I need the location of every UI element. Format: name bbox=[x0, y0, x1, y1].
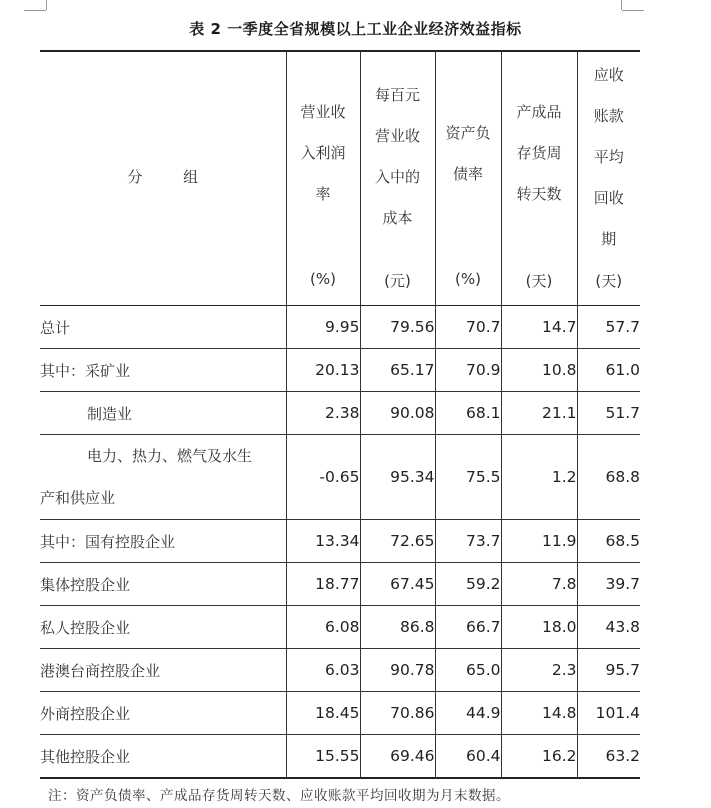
header-unit: (天) bbox=[525, 272, 553, 290]
row-name: 总计 bbox=[40, 306, 286, 349]
cell-profit-margin: 18.45 bbox=[286, 692, 360, 735]
table-row bbox=[40, 735, 640, 779]
header-label: 应收 账款 平均 回收 期 bbox=[593, 66, 624, 248]
table-title: 表 2 一季度全省规模以上工业企业经济效益指标 bbox=[189, 20, 522, 38]
cell-receivable-period: 43.8 bbox=[577, 606, 640, 649]
cell-receivable-period: 57.7 bbox=[577, 306, 640, 349]
crop-mark-left-h bbox=[24, 10, 46, 11]
table-row bbox=[40, 692, 640, 735]
header-unit: (%) bbox=[310, 270, 336, 288]
row-name: 其中：国有控股企业 bbox=[40, 520, 286, 563]
cell-cost: 69.46 bbox=[360, 735, 435, 779]
cell-inventory-days: 18.0 bbox=[501, 606, 577, 649]
cell-debt-ratio: 44.9 bbox=[435, 692, 501, 735]
cell-profit-margin: 2.38 bbox=[286, 392, 360, 435]
cell-inventory-days: 16.2 bbox=[501, 735, 577, 779]
table-row bbox=[40, 563, 640, 606]
cell-debt-ratio: 59.2 bbox=[435, 563, 501, 606]
cell-inventory-days: 21.1 bbox=[501, 392, 577, 435]
cell-debt-ratio: 73.7 bbox=[435, 520, 501, 563]
cell-receivable-period: 68.8 bbox=[577, 435, 640, 520]
row-name-line2: 产和供应业 bbox=[40, 489, 116, 507]
table-row bbox=[40, 606, 640, 649]
cell-receivable-period: 63.2 bbox=[577, 735, 640, 779]
cell-cost: 86.8 bbox=[360, 606, 435, 649]
cell-debt-ratio: 70.9 bbox=[435, 349, 501, 392]
cell-profit-margin: 18.77 bbox=[286, 563, 360, 606]
row-name: 港澳台商控股企业 bbox=[40, 649, 286, 692]
cell-debt-ratio: 68.1 bbox=[435, 392, 501, 435]
cell-inventory-days: 10.8 bbox=[501, 349, 577, 392]
table-row bbox=[40, 520, 640, 563]
row-name bbox=[40, 392, 286, 435]
header-receivable-period bbox=[577, 51, 640, 306]
table-row bbox=[40, 306, 640, 349]
cell-profit-margin: 9.95 bbox=[286, 306, 360, 349]
header-label: 产成品 存货周 转天数 bbox=[516, 103, 562, 203]
cell-inventory-days: 14.7 bbox=[501, 306, 577, 349]
crop-mark-right-h bbox=[622, 10, 644, 11]
row-name-line1: 电力、热力、燃气及水生 bbox=[87, 447, 253, 465]
row-name: 其他控股企业 bbox=[40, 735, 286, 779]
cell-profit-margin: 6.03 bbox=[286, 649, 360, 692]
cell-debt-ratio: 66.7 bbox=[435, 606, 501, 649]
cell-inventory-days: 2.3 bbox=[501, 649, 577, 692]
header-label: 资产负 债率 bbox=[445, 124, 491, 183]
row-name: 集体控股企业 bbox=[40, 563, 286, 606]
cell-cost: 90.78 bbox=[360, 649, 435, 692]
header-unit: (%) bbox=[455, 270, 481, 288]
header-label: 每百元 营业收 入中的 成本 bbox=[374, 86, 420, 227]
cell-cost: 90.08 bbox=[360, 392, 435, 435]
cell-receivable-period: 68.5 bbox=[577, 520, 640, 563]
crop-mark-right bbox=[621, 0, 622, 10]
table-row bbox=[40, 435, 640, 520]
cell-inventory-days: 11.9 bbox=[501, 520, 577, 563]
header-inventory-days bbox=[501, 51, 577, 306]
cell-inventory-days: 7.8 bbox=[501, 563, 577, 606]
header-unit: (天) bbox=[595, 272, 623, 290]
row-name: 外商控股企业 bbox=[40, 692, 286, 735]
cell-debt-ratio: 60.4 bbox=[435, 735, 501, 779]
table-row bbox=[40, 649, 640, 692]
row-name-text: 制造业 bbox=[87, 404, 133, 423]
cell-debt-ratio: 75.5 bbox=[435, 435, 501, 520]
table-row bbox=[40, 349, 640, 392]
cell-receivable-period: 51.7 bbox=[577, 392, 640, 435]
row-name bbox=[40, 435, 286, 520]
cell-cost: 70.86 bbox=[360, 692, 435, 735]
header-group-label: 分 组 bbox=[127, 168, 217, 186]
header-row bbox=[40, 51, 640, 306]
cell-receivable-period: 95.7 bbox=[577, 649, 640, 692]
header-profit-margin bbox=[286, 51, 360, 306]
header-unit: (元) bbox=[384, 272, 411, 290]
header-group bbox=[40, 51, 286, 306]
row-name: 私人控股企业 bbox=[40, 606, 286, 649]
cell-profit-margin: 6.08 bbox=[286, 606, 360, 649]
row-name: 其中：采矿业 bbox=[40, 349, 286, 392]
cell-receivable-period: 61.0 bbox=[577, 349, 640, 392]
cell-receivable-period: 39.7 bbox=[577, 563, 640, 606]
cell-cost: 79.56 bbox=[360, 306, 435, 349]
cell-debt-ratio: 70.7 bbox=[435, 306, 501, 349]
cell-inventory-days: 1.2 bbox=[501, 435, 577, 520]
cell-profit-margin: 13.34 bbox=[286, 520, 360, 563]
cell-profit-margin: -0.65 bbox=[286, 435, 360, 520]
cell-receivable-period: 101.4 bbox=[577, 692, 640, 735]
table-footnote: 注：资产负债率、产成品存货周转天数、应收账款平均回收期为月末数据。 bbox=[48, 788, 510, 804]
cell-cost: 67.45 bbox=[360, 563, 435, 606]
cell-inventory-days: 14.8 bbox=[501, 692, 577, 735]
header-label: 营业收 入利润 率 bbox=[300, 103, 346, 203]
cell-debt-ratio: 65.0 bbox=[435, 649, 501, 692]
table-row bbox=[40, 392, 640, 435]
crop-mark-left bbox=[46, 0, 47, 10]
indicator-table bbox=[40, 50, 640, 779]
cell-profit-margin: 15.55 bbox=[286, 735, 360, 779]
cell-cost: 65.17 bbox=[360, 349, 435, 392]
cell-cost: 72.65 bbox=[360, 520, 435, 563]
cell-profit-margin: 20.13 bbox=[286, 349, 360, 392]
header-debt-ratio bbox=[435, 51, 501, 306]
cell-cost: 95.34 bbox=[360, 435, 435, 520]
header-cost-per-hundred bbox=[360, 51, 435, 306]
